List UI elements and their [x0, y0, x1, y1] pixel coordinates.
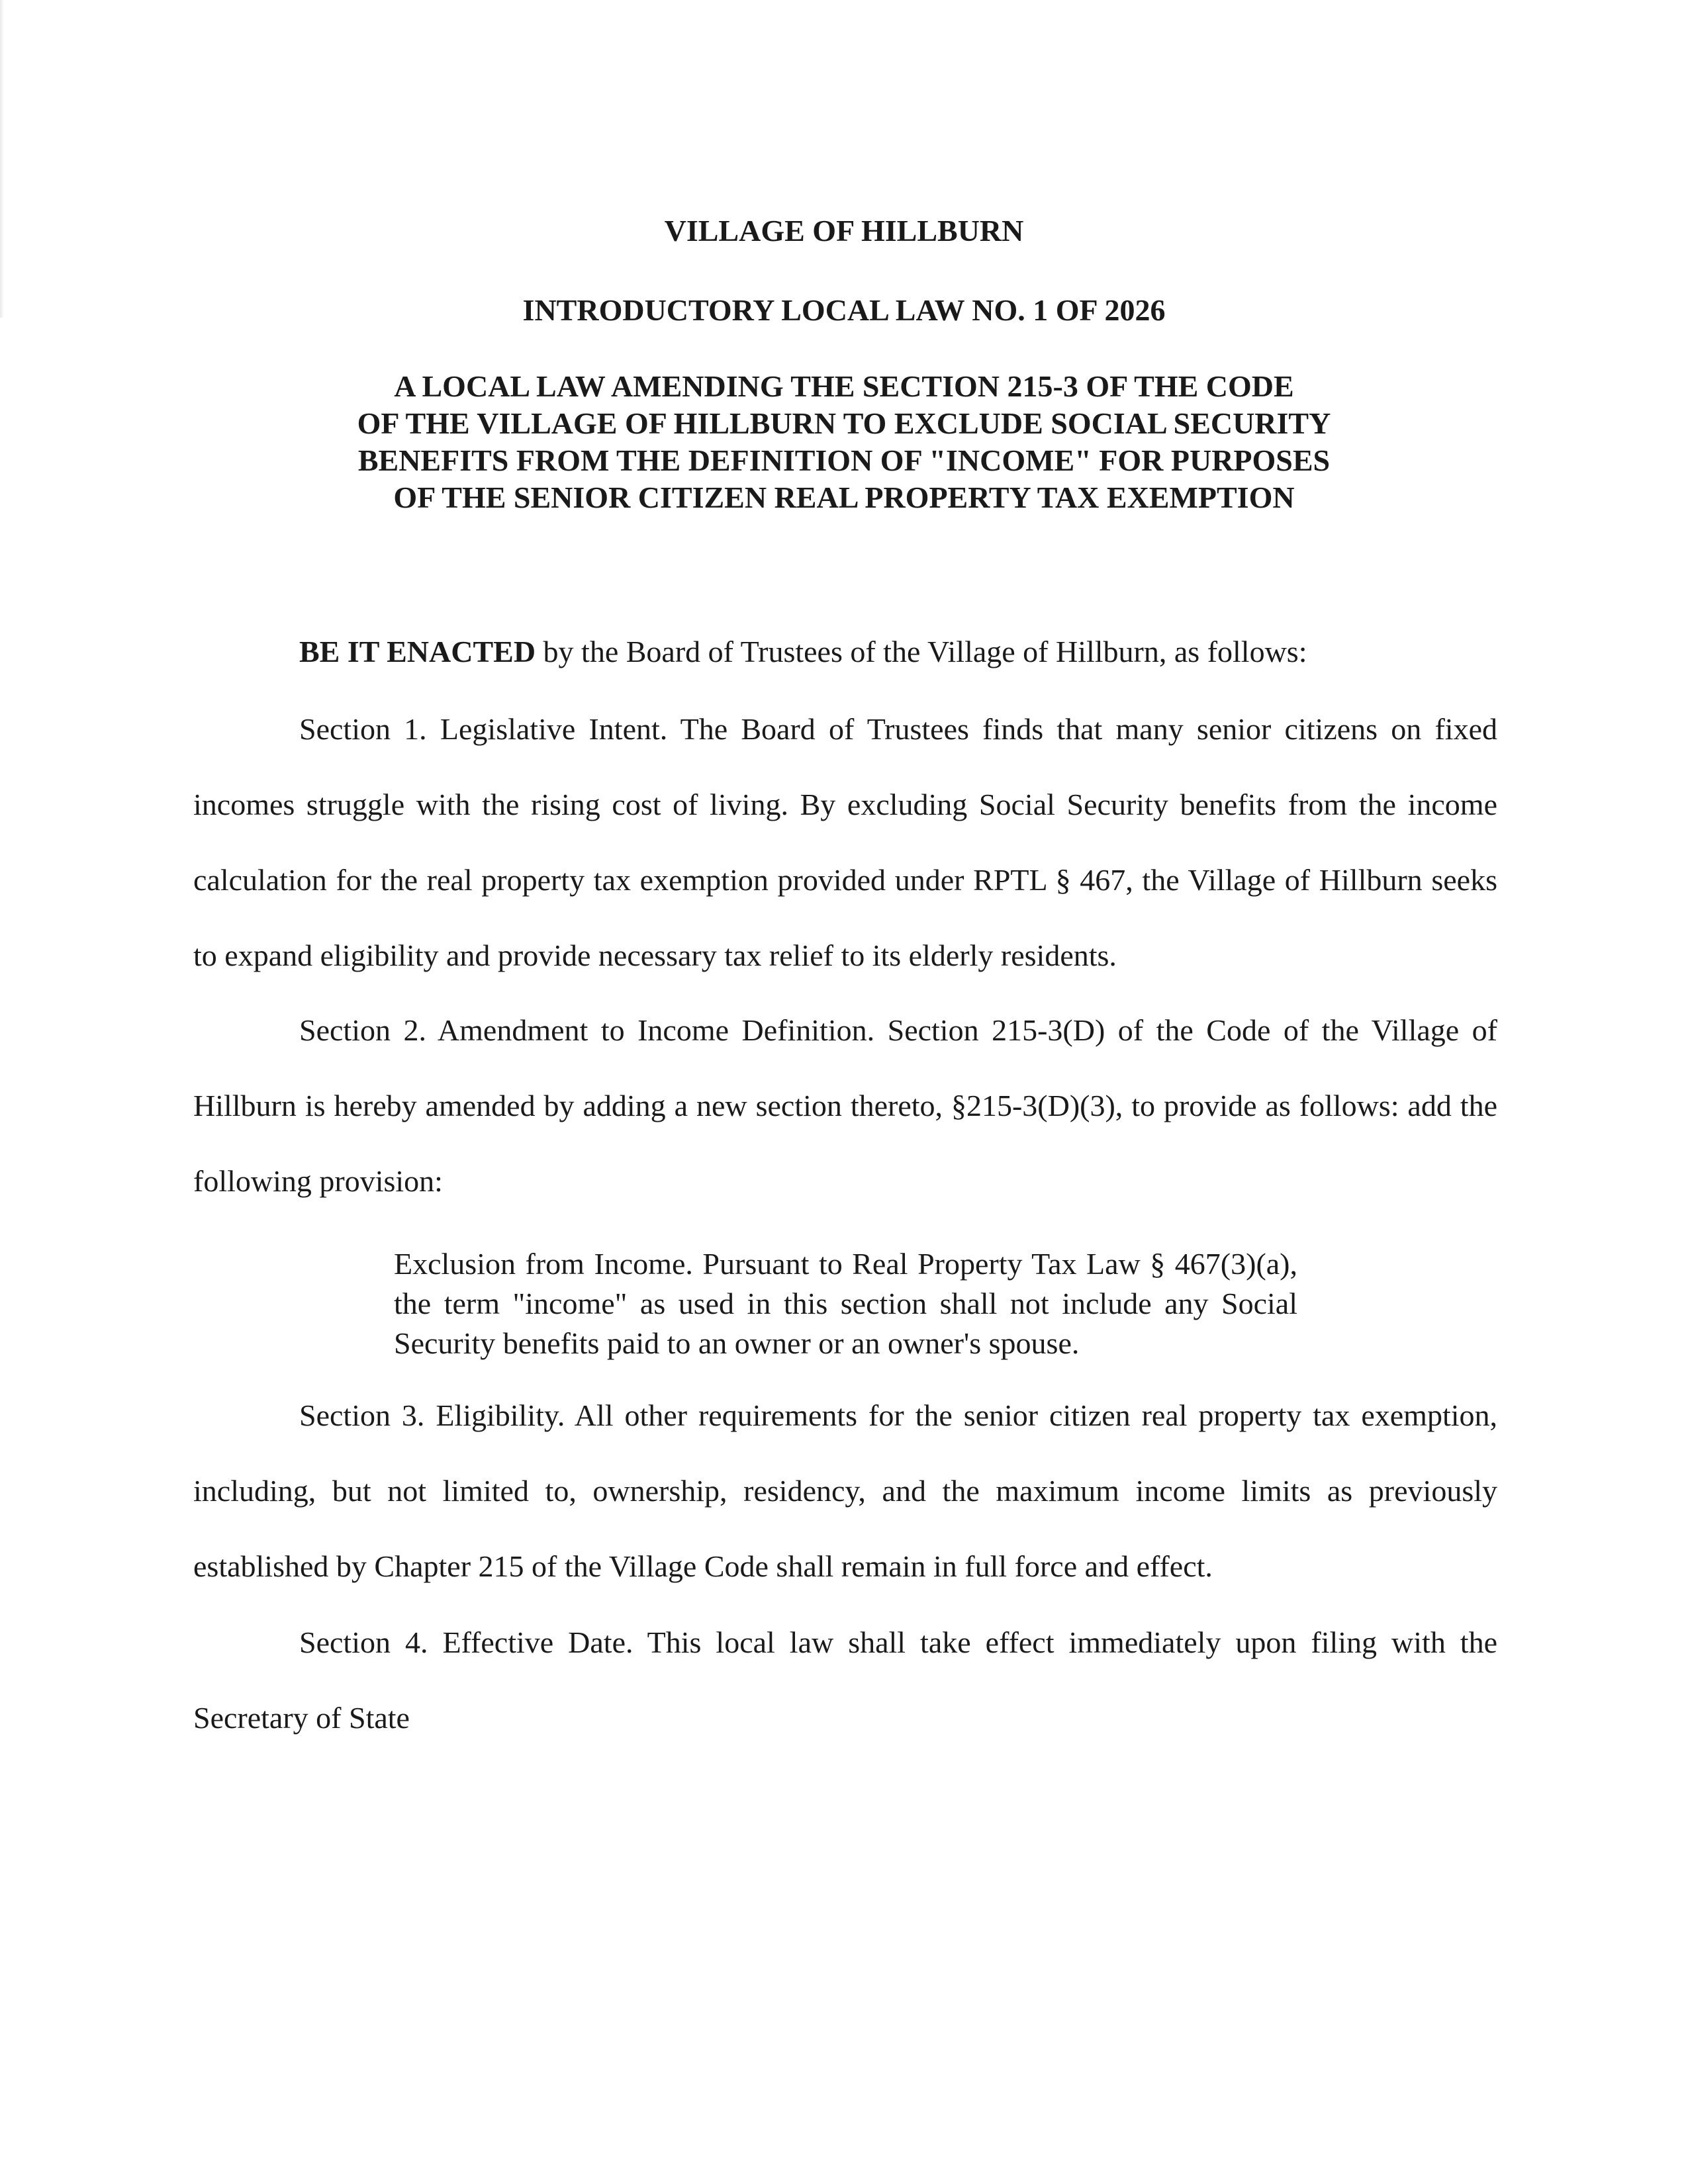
law-title-line: OF THE VILLAGE OF HILLBURN TO EXCLUDE SOCIAL SECURITY [357, 406, 1331, 440]
scan-edge-shadow [0, 0, 4, 318]
section-3-eligibility: Section 3. Eligibility. All other requirements for the senior citizen real property tax exemption, including, but not limited to, ownership, residency, and the maximum income limits as previously established by Chapter 215 of the Village Code shall remain in full force and effect. [193, 1398, 1497, 1583]
law-title [0, 368, 1688, 516]
law-title-line: OF THE SENIOR CITIZEN REAL PROPERTY TAX EXEMPTION [393, 480, 1295, 514]
municipality-heading: VILLAGE OF HILLBURN [664, 214, 1024, 248]
section-2-amendment: Section 2. Amendment to Income Definition. Section 215-3(D) of the Code of the Village of Hillburn is hereby amended by adding a new section thereto, §215-3(D)(3), to provide as follows: add the following provision: [193, 1013, 1497, 1198]
enactment-label: BE IT ENACTED [299, 635, 536, 668]
law-title-line: BENEFITS FROM THE DEFINITION OF "INCOME" FOR PURPOSES [357, 443, 1331, 477]
law-number-heading: INTRODUCTORY LOCAL LAW NO. 1 OF 2026 [522, 293, 1166, 327]
section-2-quoted-provision: Exclusion from Income. Pursuant to Real Property Tax Law § 467(3)(a), the term "income" as used in this section shall not include any Social Security benefits paid to an owner or an owner's spouse. [394, 1247, 1297, 1360]
section-1-legislative-intent: Section 1. Legislative Intent. The Board of Trustees finds that many senior citizens on fixed incomes struggle with the rising cost of living. By excluding Social Security benefits from the income calculation for the real property tax exemption provided under RPTL § 467, the Village of Hillburn seeks to expand eligibility and provide necessary tax relief to its elderly residents. [193, 712, 1497, 972]
section-4-effective-date: Section 4. Effective Date. This local law shall take effect immediately upon filing with the Secretary of State [193, 1625, 1497, 1735]
law-title-line: A LOCAL LAW AMENDING THE SECTION 215-3 OF THE CODE [394, 369, 1294, 403]
enactment-clause [299, 614, 1497, 690]
enactment-text: by the Board of Trustees of the Village of Hillburn, as follows: [536, 635, 1307, 668]
